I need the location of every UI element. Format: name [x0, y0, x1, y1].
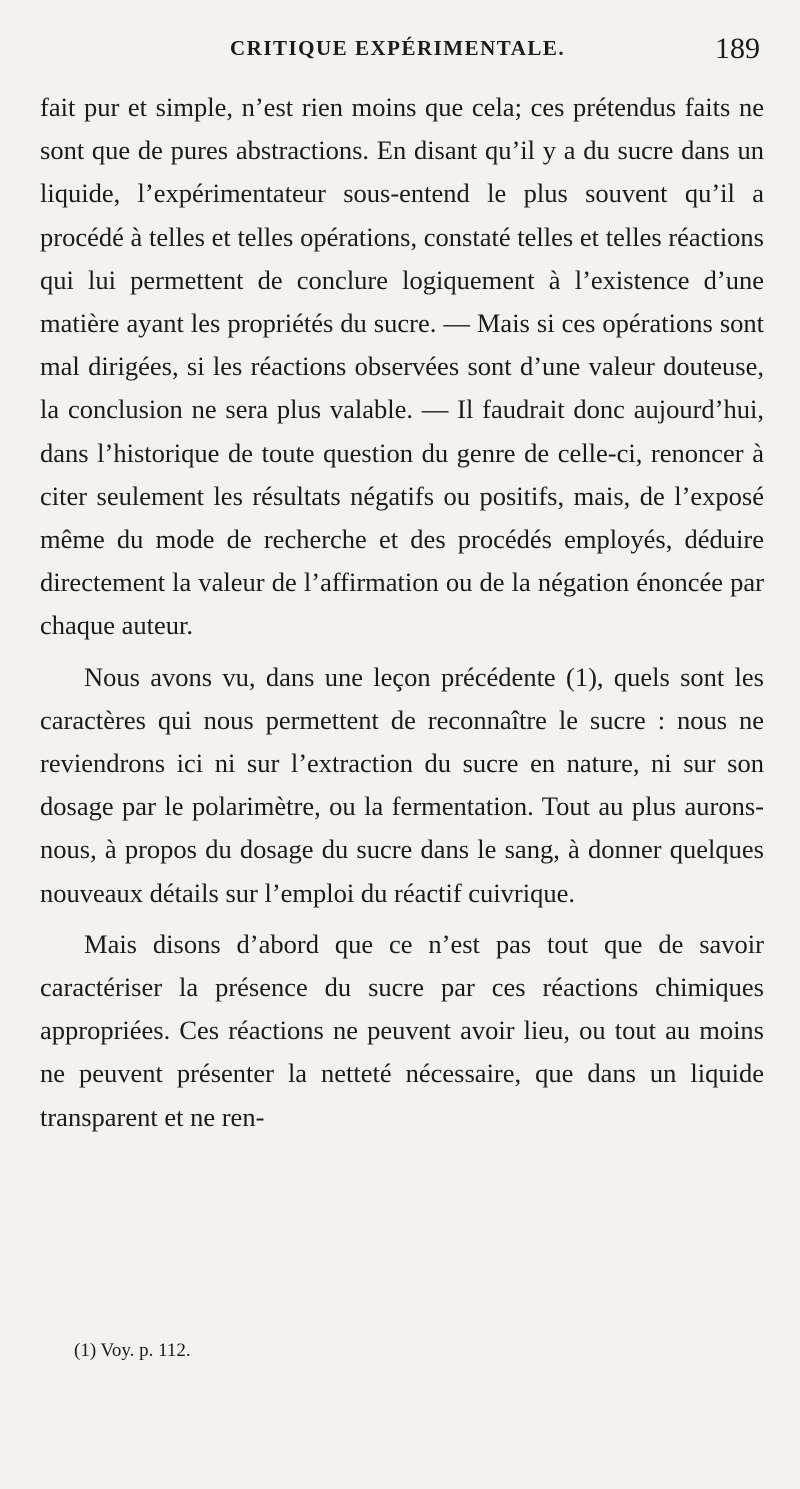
paragraph-2: Nous avons vu, dans une leçon précédente (1), quels sont les caractères qui nous permettent de reconnaître le sucre : nous ne reviendrons ici ni sur l’extraction du sucre en nature, ni sur son dosage par le polarimètre, ou la fermentation. Tout au plus aurons-nous, à propos du dosage du sucre dans le sang, à donner quelques nouveaux détails sur l’emploi du réactif cuivrique.	[40, 661, 764, 908]
paragraph-1: fait pur et simple, n’est rien moins que cela; ces prétendus faits ne sont que de pures abstractions. En disant qu’il y a du sucre dans un liquide, l’expérimentateur sous-entend le plus souvent qu’il a procédé à telles et telles opérations, constaté telles et telles réactions qui lui permettent de conclure logiquement à l’existence d’une matière ayant les propriétés du sucre. — Mais si ces opérations sont mal dirigées, si les réactions observées sont d’une valeur douteuse, la conclusion ne sera plus valable. — Il faudrait donc aujourd’hui, dans l’historique de toute question du genre de celle-ci, renoncer à citer seulement les résultats négatifs ou positifs, mais, de l’exposé même du mode de recherche et des procédés employés, déduire directement la valeur de l’affirmation ou de la négation énoncée par chaque auteur.	[40, 92, 764, 641]
page-header	[40, 32, 760, 76]
running-head: CRITIQUE EXPÉRIMENTALE.	[230, 36, 566, 60]
paragraph-3: Mais disons d’abord que ce n’est pas tout que de savoir caractériser la présence du sucre par ces réactions chimiques appropriées. Ces réactions ne peuvent avoir lieu, ou tout au moins ne peuvent présenter la netteté nécessaire, que dans un liquide transparent et ne ren-	[40, 928, 764, 1132]
footnote: (1) Voy. p. 112.	[74, 1340, 191, 1361]
body-text	[40, 86, 764, 1147]
page-number: 189	[715, 32, 760, 65]
